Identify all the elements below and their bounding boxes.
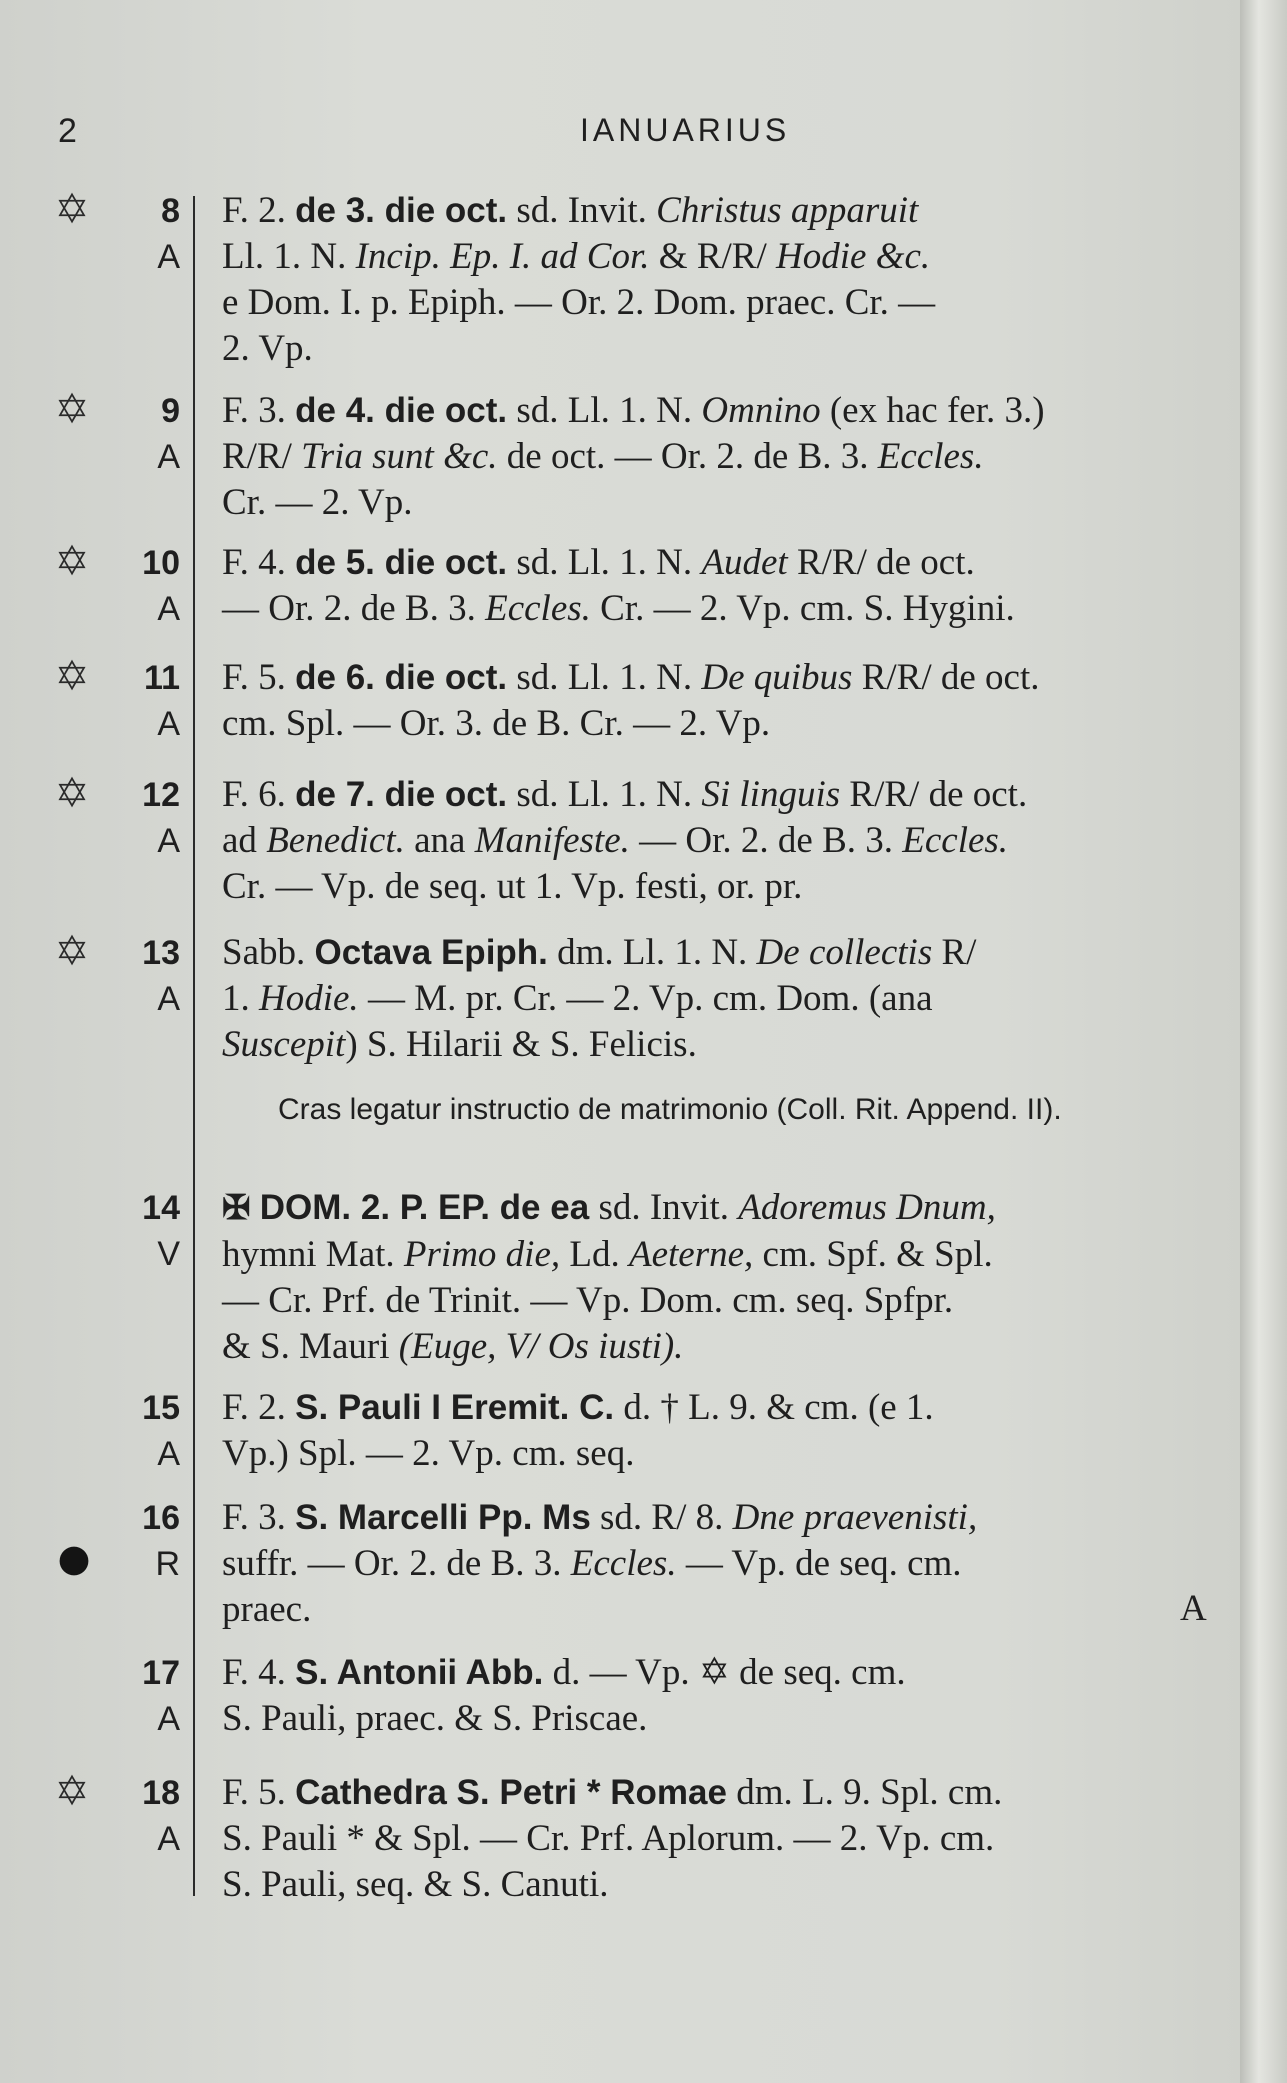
- text-run: ad: [222, 820, 267, 861]
- entry-text: [222, 772, 1202, 910]
- text-run: sd. Ll. 1. N.: [507, 542, 702, 583]
- italic-incipit: Si linguis: [701, 774, 841, 815]
- entry-line: [222, 1431, 1202, 1477]
- text-run: — Or. 2. de B. 3.: [222, 588, 486, 629]
- day-number: 15: [142, 1389, 180, 1427]
- entry-text: [222, 1385, 1202, 1477]
- italic-incipit: Benedict.: [266, 820, 405, 861]
- italic-incipit: Adoremus Dnum,: [738, 1187, 996, 1228]
- italic-incipit: Hodie &c.: [776, 236, 931, 277]
- entry-line: [222, 1650, 1202, 1696]
- entry-line: [222, 586, 1202, 632]
- entry-text: [222, 1495, 1202, 1633]
- running-head: IANUARIUS: [580, 112, 791, 148]
- day-number: 18: [142, 1774, 180, 1812]
- entry-text: [222, 540, 1202, 632]
- day-number: 17: [142, 1654, 180, 1692]
- italic-incipit: Audet: [701, 542, 788, 583]
- text-run: suffr. — Or. 2. de B. 3.: [222, 1543, 571, 1584]
- day-number-block: [100, 930, 180, 1022]
- entry-line: [222, 188, 1202, 234]
- text-run: d. † L. 9. & cm. (e 1.: [614, 1387, 934, 1428]
- entry-line: [222, 1022, 1202, 1068]
- bold-feast-name: Octava Epiph.: [314, 933, 548, 972]
- text-run: Ll. 1. N.: [222, 236, 356, 277]
- dominical-letter: A: [157, 438, 180, 476]
- italic-incipit: Eccles.: [902, 820, 1009, 861]
- italic-incipit: Dne praevenisti,: [732, 1497, 978, 1538]
- day-number-block: [100, 388, 180, 480]
- text-run: R/: [932, 932, 977, 973]
- star-of-david-icon: [56, 659, 96, 699]
- day-number-block: [100, 1650, 180, 1742]
- entry-text: [222, 1650, 1202, 1742]
- dominical-letter: A: [157, 822, 180, 860]
- text-run: F. 5.: [222, 657, 296, 698]
- text-run: — Or. 2. de B. 3.: [629, 820, 903, 861]
- text-run: d. — Vp.: [543, 1652, 699, 1693]
- text-run: R/R/ de oct.: [787, 542, 975, 583]
- day-number: 12: [142, 776, 180, 814]
- bold-feast-name: DOM. 2. P. EP. de ea: [259, 1188, 590, 1227]
- day-number-block: [100, 188, 180, 280]
- entry-text: [222, 188, 1202, 372]
- text-run: R/R/: [222, 436, 302, 477]
- text-run: (ex hac fer. 3.): [820, 390, 1045, 431]
- bold-feast-name: de 3. die oct.: [295, 191, 508, 230]
- text-run: & R/R/: [649, 236, 776, 277]
- text-run: F. 3.: [222, 1497, 296, 1538]
- text-run: Cr. — Vp. de seq. ut 1. Vp. festi, or. pr.: [222, 866, 803, 907]
- text-run: ) S. Hilarii & S. Felicis.: [345, 1024, 697, 1065]
- entry-line: [222, 1232, 1202, 1278]
- day-number: 8: [161, 192, 180, 230]
- entry-line: [222, 326, 1202, 372]
- day-number: 13: [142, 934, 180, 972]
- text-run: de seq. cm.: [729, 1652, 906, 1693]
- star-of-david-icon: [56, 544, 96, 584]
- text-run: F. 2.: [222, 190, 296, 231]
- star-of-david-icon: ✡: [698, 1652, 730, 1693]
- dominical-letter: A: [157, 1435, 180, 1473]
- bold-feast-name: de 4. die oct.: [295, 391, 508, 430]
- entry-line: [222, 540, 1202, 586]
- dominical-letter: R: [155, 1545, 180, 1583]
- entry-line: [222, 1495, 1202, 1541]
- dominical-letter: A: [157, 238, 180, 276]
- maltese-cross-icon: ✠: [222, 1190, 251, 1227]
- text-run: — Vp. de seq. cm.: [676, 1543, 962, 1584]
- text-run: de oct. — Or. 2. de B. 3.: [497, 436, 878, 477]
- entry-text: [222, 1770, 1202, 1908]
- dominical-letter: A: [157, 980, 180, 1018]
- italic-incipit: Suscepit: [222, 1024, 346, 1065]
- day-number-block: [100, 772, 180, 864]
- page-edge: [1240, 0, 1287, 2083]
- italic-incipit: Eccles.: [570, 1543, 677, 1584]
- column-rule: [193, 196, 195, 1896]
- entry-line: [222, 1816, 1202, 1862]
- bold-feast-name: Cathedra S. Petri * Romae: [295, 1773, 727, 1812]
- text-run: Vp.) Spl. — 2. Vp. cm. seq.: [222, 1433, 635, 1474]
- entry-line: [222, 655, 1202, 701]
- text-run: sd. R/ 8.: [590, 1497, 733, 1538]
- day-number: 16: [142, 1499, 180, 1537]
- star-of-david-icon: [56, 934, 96, 974]
- italic-incipit: Hodie.: [259, 978, 359, 1019]
- day-number-block: [100, 1495, 180, 1587]
- entry-text: [222, 930, 1202, 1068]
- text-run: sd. Invit.: [589, 1187, 739, 1228]
- italic-incipit: Christus apparuit: [656, 190, 919, 231]
- text-run: F. 3.: [222, 390, 296, 431]
- instruction-note: Cras legatur instructio de matrimonio (Coll. Rit. Append. II).: [278, 1093, 1062, 1126]
- italic-incipit: Manifeste.: [474, 820, 630, 861]
- text-run: praec.: [222, 1589, 312, 1630]
- entry-line: [222, 280, 1202, 326]
- text-run: F. 6.: [222, 774, 296, 815]
- entry-line: [222, 234, 1202, 280]
- text-run: cm. Spf. & Spl.: [753, 1234, 993, 1275]
- italic-incipit: De quibus: [701, 657, 853, 698]
- text-run: Cr. — 2. Vp.: [222, 482, 413, 523]
- text-run: sd. Ll. 1. N.: [507, 657, 702, 698]
- day-number: 10: [142, 544, 180, 582]
- entry-line: [222, 1587, 1202, 1633]
- entry-text: [222, 1185, 1202, 1370]
- text-run: — Cr. Prf. de Trinit. — Vp. Dom. cm. seq. Spfpr.: [222, 1280, 954, 1321]
- entry-line: [222, 1324, 1202, 1370]
- entry-line: [222, 1541, 1202, 1587]
- dominical-letter: V: [157, 1235, 180, 1273]
- bold-feast-name: de 7. die oct.: [295, 775, 508, 814]
- text-run: sd. Ll. 1. N.: [507, 774, 702, 815]
- text-run: F. 4.: [222, 1652, 296, 1693]
- entry-line: [222, 864, 1202, 910]
- text-run: [251, 1187, 260, 1228]
- text-run: hymni Mat.: [222, 1234, 404, 1275]
- entry-line: [222, 480, 1202, 526]
- star-of-david-icon: [56, 1774, 96, 1814]
- bold-feast-name: S. Marcelli Pp. Ms: [295, 1498, 591, 1537]
- dominical-letter: A: [157, 1700, 180, 1738]
- entry-line: [222, 434, 1202, 480]
- page-number: 2: [58, 112, 77, 150]
- italic-incipit: Eccles.: [877, 436, 984, 477]
- bold-feast-name: S. Antonii Abb.: [295, 1653, 544, 1692]
- day-number: 11: [144, 659, 180, 697]
- text-run: F. 2.: [222, 1387, 296, 1428]
- entry-line: [222, 1862, 1202, 1908]
- day-number-block: [100, 1185, 180, 1277]
- entry-line: [222, 976, 1202, 1022]
- text-run: Ld.: [560, 1234, 629, 1275]
- italic-incipit: (Euge, V/ Os iusti).: [398, 1326, 684, 1367]
- italic-incipit: De collectis: [756, 932, 933, 973]
- text-run: sd. Ll. 1. N.: [507, 390, 702, 431]
- entry-line: [222, 1278, 1202, 1324]
- entry-line: [222, 701, 1202, 747]
- margin-letter: A: [1180, 1588, 1207, 1629]
- entry-line: [222, 388, 1202, 434]
- entry-line: [222, 1696, 1202, 1742]
- day-number-block: [100, 1385, 180, 1477]
- entry-text: [222, 655, 1202, 747]
- bold-feast-name: S. Pauli I Eremit. C.: [295, 1388, 615, 1427]
- text-run: F. 5.: [222, 1772, 296, 1813]
- text-run: & S. Mauri: [222, 1326, 399, 1367]
- day-number: 14: [142, 1189, 180, 1227]
- text-run: S. Pauli * & Spl. — Cr. Prf. Aplorum. — 2. Vp. cm.: [222, 1818, 995, 1859]
- dominical-letter: A: [157, 1820, 180, 1858]
- bold-feast-name: de 5. die oct.: [295, 543, 508, 582]
- entry-line: [222, 930, 1202, 976]
- text-run: S. Pauli, praec. & S. Priscae.: [222, 1698, 648, 1739]
- text-run: — M. pr. Cr. — 2. Vp. cm. Dom. (ana: [358, 978, 933, 1019]
- italic-incipit: Eccles.: [485, 588, 591, 629]
- entry-line: [222, 772, 1202, 818]
- text-run: F. 4.: [222, 542, 296, 583]
- bold-feast-name: de 6. die oct.: [295, 658, 508, 697]
- italic-incipit: Aeterne,: [628, 1234, 754, 1275]
- entry-line: [222, 1385, 1202, 1431]
- italic-incipit: Tria sunt &c.: [301, 436, 498, 477]
- text-run: sd. Invit.: [507, 190, 657, 231]
- text-run: ana: [404, 820, 475, 861]
- entry-line: [222, 1185, 1202, 1232]
- text-run: cm. Spl. — Or. 3. de B. Cr. — 2. Vp.: [222, 703, 771, 744]
- text-run: dm. L. 9. Spl. cm.: [726, 1772, 1003, 1813]
- text-run: 1.: [222, 978, 259, 1019]
- dominical-letter: A: [157, 590, 180, 628]
- text-run: dm. Ll. 1. N.: [547, 932, 757, 973]
- text-run: S. Pauli, seq. & S. Canuti.: [222, 1864, 609, 1905]
- star-of-david-icon: [56, 192, 96, 232]
- black-dot-icon: [56, 1543, 96, 1583]
- italic-incipit: Primo die,: [403, 1234, 561, 1275]
- entry-line: [222, 818, 1202, 864]
- entry-line: [222, 1770, 1202, 1816]
- dominical-letter: A: [157, 705, 180, 743]
- day-number-block: [100, 1770, 180, 1862]
- day-number-block: [100, 655, 180, 747]
- text-run: Cr. — 2. Vp. cm. S. Hygini.: [590, 588, 1015, 629]
- day-number-block: [100, 540, 180, 632]
- text-run: e Dom. I. p. Epiph. — Or. 2. Dom. praec. Cr. —: [222, 282, 936, 323]
- entry-text: [222, 388, 1202, 526]
- star-of-david-icon: [56, 392, 96, 432]
- italic-incipit: Omnino: [701, 390, 821, 431]
- text-run: Sabb.: [222, 932, 315, 973]
- italic-incipit: Incip. Ep. I. ad Cor.: [355, 236, 650, 277]
- star-of-david-icon: [56, 776, 96, 816]
- day-number: 9: [161, 392, 180, 430]
- text-run: R/R/ de oct.: [852, 657, 1040, 698]
- text-run: 2. Vp.: [222, 328, 313, 369]
- text-run: R/R/ de oct.: [840, 774, 1028, 815]
